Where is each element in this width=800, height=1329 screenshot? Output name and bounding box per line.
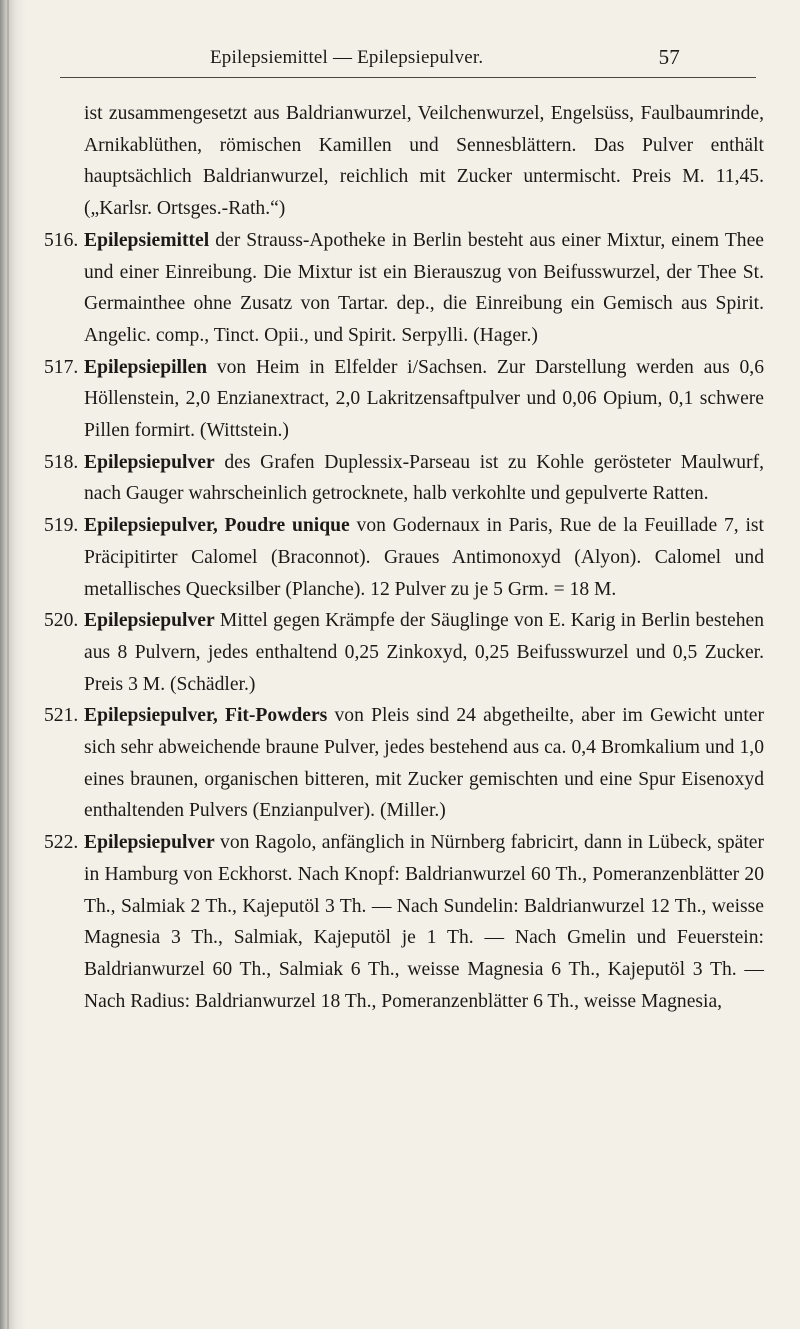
- entry-number: 520.: [44, 610, 79, 632]
- entry-text: des Grafen Duplessix-Parseau ist zu Kohle gerösteter Maulwurf, nach Gauger wahrscheinlich getrocknete, halb verkohlte und gepulverte Ratten.: [84, 451, 764, 505]
- entry-number: 516.: [44, 229, 79, 251]
- page-number: 57: [658, 45, 680, 69]
- entry-term: Epilepsiepulver, Poudre unique: [84, 515, 350, 537]
- entry-517: [44, 352, 764, 447]
- entry-term: Epilepsiepulver: [84, 451, 215, 473]
- entry-text: von Heim in Elfelder i/Sachsen. Zur Darstellung werden aus 0,6 Höllenstein, 2,0 Enzianextract, 2,0 Lakritzensaftpulver und 0,06 Opium, 0,1 schwere Pillen formirt. (Wittstein.): [84, 356, 764, 442]
- header-rule: [60, 77, 756, 78]
- entry-518: [44, 447, 764, 510]
- running-title: Epilepsiemittel — Epilepsiepulver.: [210, 47, 484, 68]
- entry-text: Mittel gegen Krämpfe der Säuglinge von E. Karig in Berlin bestehen aus 8 Pulvern, jedes enthaltend 0,25 Zinkoxyd, 0,25 Beifusswurzel und 0,5 Zucker. Preis 3 M. (Schädler.): [84, 610, 764, 695]
- entry-520: [44, 605, 764, 700]
- entry-text: von Godernaux in Paris, Rue de la Feuillade 7, ist Präcipitirter Calomel (Braconnot). Graues Antimonoxyd (Alyon). Calomel und metallisches Quecksilber (Planche). 12 Pulver zu je 5 Grm. = 18 M.: [84, 515, 764, 600]
- entry-term: Epilepsiepulver: [84, 832, 215, 854]
- entry-number: 519.: [44, 515, 79, 537]
- entry-term: Epilepsiepillen: [84, 356, 208, 378]
- entry-516: [44, 225, 764, 352]
- entry-522: [44, 827, 764, 1017]
- entry-term: Epilepsiepulver, Fit-Powders: [84, 705, 328, 727]
- entry-text: der Strauss-Apotheke in Berlin besteht aus einer Mixtur, einem Thee und einer Einreibung. Die Mixtur ist ein Bierauszug von Beifusswurzel, der Thee St. Germainthee ohne Zusatz von Tartar. dep., die Einreibung ein Gemisch aus Spirit. Angelic. comp., Tinct. Opii., und Spirit. Serpylli. (Hager.): [84, 229, 764, 346]
- page-body: [44, 98, 764, 1017]
- entry-text: von Ragolo, anfänglich in Nürnberg fabricirt, dann in Lübeck, später in Hamburg von Eckhorst. Nach Knopf: Baldrianwurzel 60 Th., Pomeranzenblätter 20 Th., Salmiak 2 Th., Kajeputöl 3 Th. — Nach Sundelin: Baldrianwurzel 12 Th., weisse Magnesia 3 Th., Salmiak, Kajeputöl je 1 Th. — Nach Gmelin und Feuerstein: Baldrianwurzel 60 Th., Salmiak 6 Th., weisse Magnesia 6 Th., Kajeputöl 3 Th. — Nach Radius: Baldrianwurzel 18 Th., Pomeranzenblätter 6 Th., weisse Magnesia,: [84, 832, 764, 1012]
- continued-paragraph: ist zusammengesetzt aus Baldrianwurzel, Veilchenwurzel, Engelsüss, Faulbaumrinde, Arnikablüthen, römischen Kamillen und Sennesblättern. Das Pulver enthält hauptsächlich Baldrianwurzel, reichlich mit Zucker untermischt. Preis M. 11,45. („Karlsr. Ortsges.-Rath.“): [84, 103, 764, 220]
- entry-term: Epilepsiepulver: [84, 610, 215, 632]
- page-binding-edge: [0, 0, 26, 1329]
- entry-term: Epilepsiemittel: [84, 229, 210, 251]
- entry-number: 518.: [44, 451, 79, 473]
- entry-521: [44, 700, 764, 827]
- running-header: [210, 47, 680, 69]
- entry-number: 521.: [44, 705, 79, 727]
- entry-number: 517.: [44, 356, 79, 378]
- entry-519: [44, 510, 764, 605]
- entry-text: von Pleis sind 24 abgetheilte, aber im Gewicht unter sich sehr abweichende braune Pulver, jedes bestehend aus ca. 0,4 Bromkalium und 1,0 eines braunen, organischen bitteren, mit Zucker gemischten und eine Spur Eisenoxyd enthaltenden Pulvers (Enzianpulver). (Miller.): [84, 705, 764, 822]
- entry-number: 522.: [44, 832, 79, 854]
